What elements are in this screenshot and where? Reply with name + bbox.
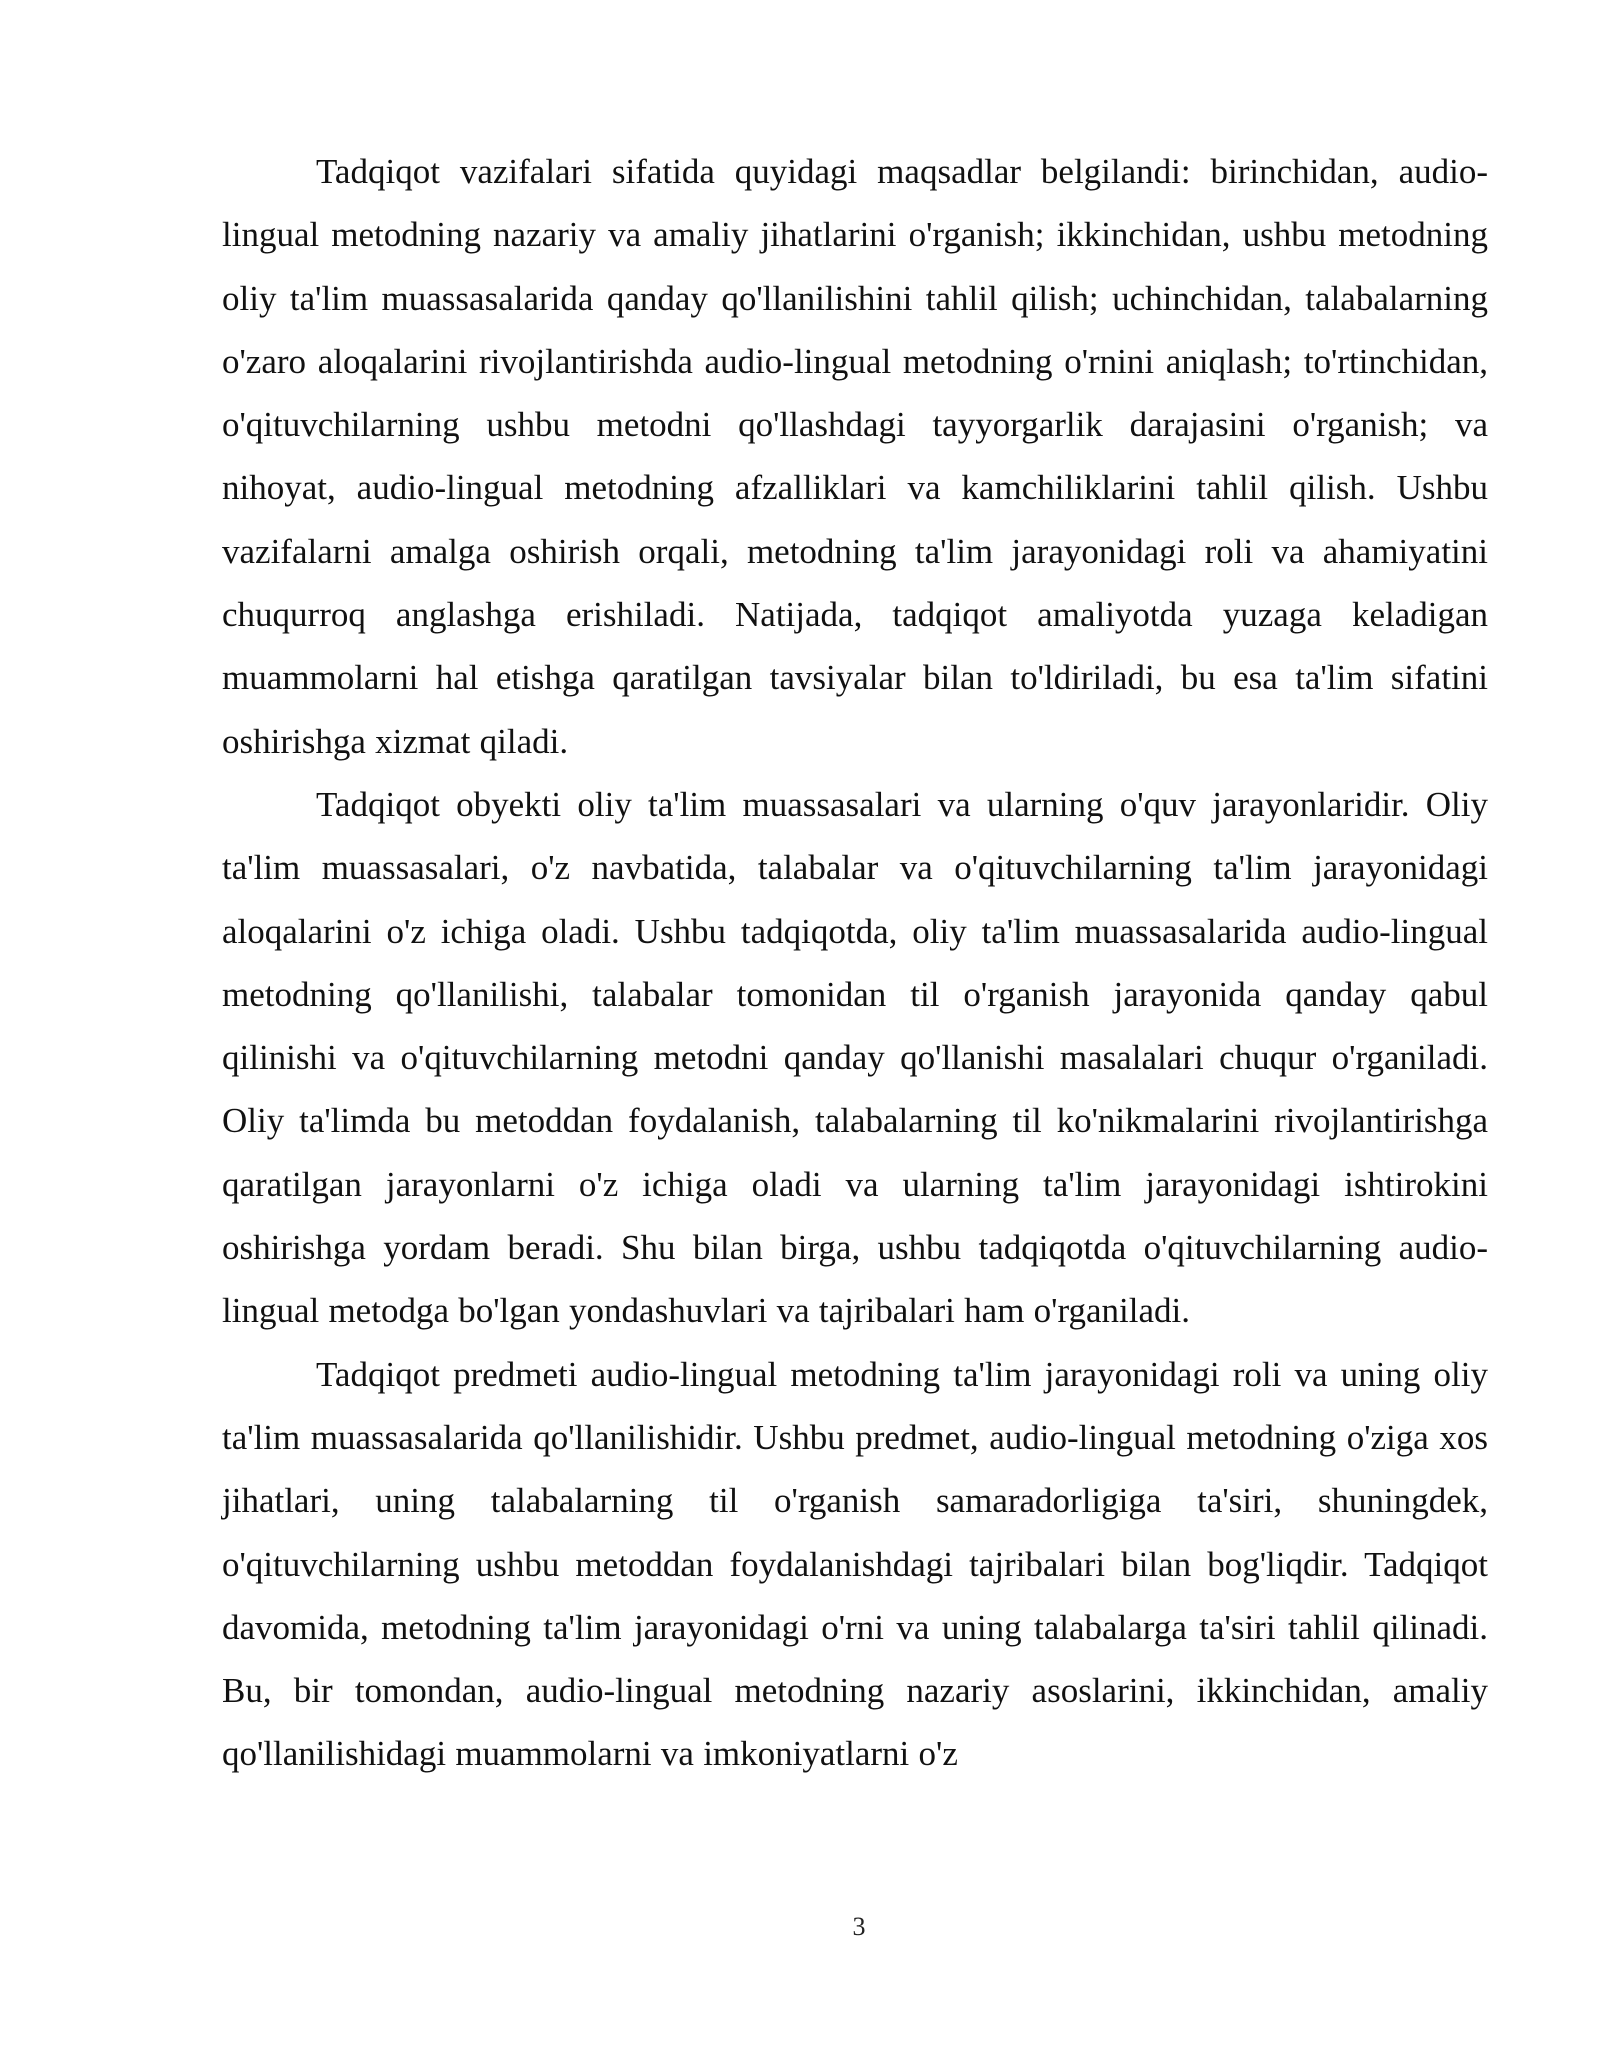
paragraph-research-object: Tadqiqot obyekti oliy ta'lim muassasalari va ularning o'quv jarayonlaridir. Oliy ta'lim muassasalari, o'z navbatida, talabalar va o'qituvchilarning ta'lim jarayonidagi aloqalarini o'z ichiga oladi. Ushbu tadqiqotda, oliy ta'lim muassasalarida audio-lingual metodning qo'llanilishi, talabalar tomonidan til o'rganish jarayonida qanday qabul qilinishi va o'qituvchilarning metodni qanday qo'llanishi masalalari chuqur o'rganiladi. Oliy ta'limda bu metoddan foydalanish, talabalarning til ko'nikmalarini rivojlantirishga qaratilgan jarayonlarni o'z ichiga oladi va ularning ta'lim jarayonidagi ishtirokini oshirishga yordam beradi. Shu bilan birga, ushbu tadqiqotda o'qituvchilarning audio-lingual metodga bo'lgan yondashuvlari va tajribalari ham o'rganiladi. (222, 784, 1488, 1331)
paragraph-research-subject: Tadqiqot predmeti audio-lingual metodning ta'lim jarayonidagi roli va uning oliy ta'lim muassasalarida qo'llanilishidir. Ushbu predmet, audio-lingual metodning o'ziga xos jihatlari, uning talabalarning til o'rganish samaradorligiga ta'siri, shuningdek, o'qituvchilarning ushbu metoddan foydalanishdagi tajribalari bilan bog'liqdir. Tadqiqot davomida, metodning ta'lim jarayonidagi o'rni va uning talabalarga ta'siri tahlil qilinadi. Bu, bir tomondan, audio-lingual metodning nazariy asoslarini, ikkinchidan, amaliy qo'llanilishidagi muammolarni va imkoniyatlarni o'z (222, 1354, 1488, 1774)
page-number: 3 (852, 1912, 866, 1941)
paragraph-research-tasks: Tadqiqot vazifalari sifatida quyidagi maqsadlar belgilandi: birinchidan, audio-lingual metodning nazariy va amaliy jihatlarini o'rganish; ikkinchidan, ushbu metodning oliy ta'lim muassasalarida qanday qo'llanilishini tahlil qilish; uchinchidan, talabalarning o'zaro aloqalarini rivojlantirishda audio-lingual metodning o'rnini aniqlash; to'rtinchidan, o'qituvchilarning ushbu metodni qo'llashdagi tayyorgarlik darajasini o'rganish; va nihoyat, audio-lingual metodning afzalliklari va kamchiliklarini tahlil qilish. Ushbu vazifalarni amalga oshirish orqali, metodning ta'lim jarayonidagi roli va ahamiyatini chuqurroq anglashga erishiladi. Natijada, tadqiqot amaliyotda yuzaga keladigan muammolarni hal etishga qaratilgan tavsiyalar bilan to'ldiriladi, bu esa ta'lim sifatini oshirishga xizmat qiladi. (222, 152, 1488, 761)
text-body (222, 140, 1488, 1786)
